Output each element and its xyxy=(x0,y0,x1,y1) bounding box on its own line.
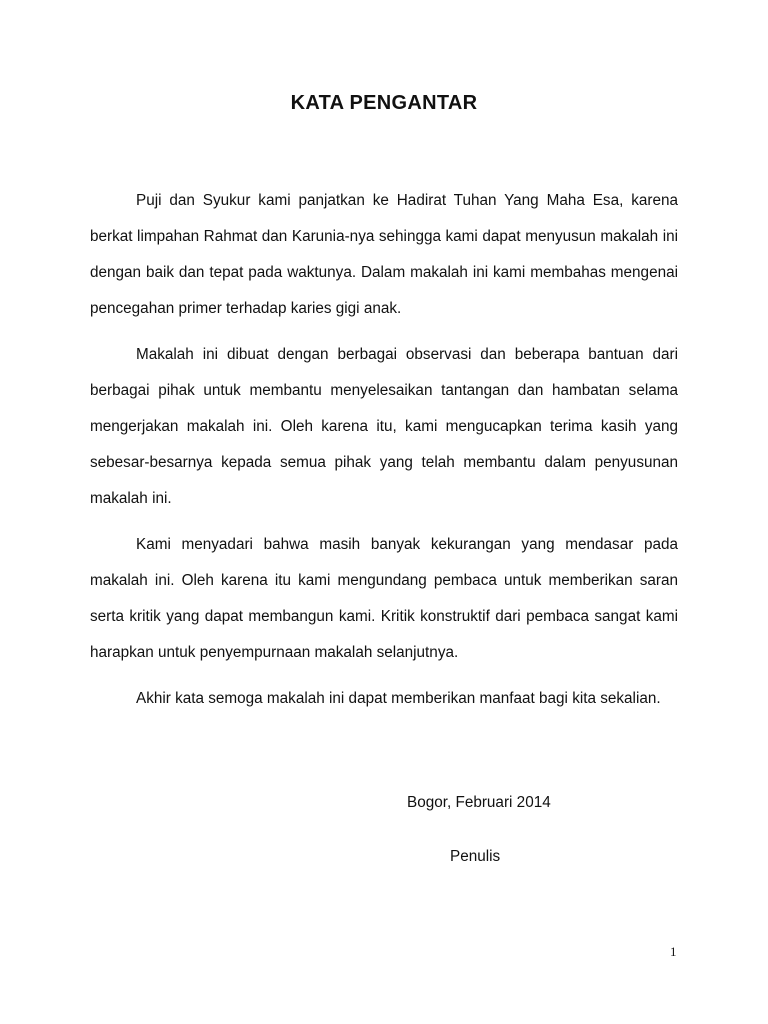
page-title: KATA PENGANTAR xyxy=(290,92,478,114)
paragraph-3: Kami menyadari bahwa masih banyak kekurangan yang mendasar pada makalah ini. Oleh karena itu kami mengundang pembaca untuk memberikan saran serta kritik yang dapat membangun kami. Kritik konstruktif dari pembaca sangat kami harapkan untuk penyempurnaan makalah selanjutnya. xyxy=(90,536,678,661)
author-signature: Penulis xyxy=(450,848,501,865)
paragraph-4: Akhir kata semoga makalah ini dapat memberikan manfaat bagi kita sekalian. xyxy=(136,690,661,707)
document-body xyxy=(90,183,678,717)
paragraph-2: Makalah ini dibuat dengan berbagai observasi dan beberapa bantuan dari berbagai pihak untuk membantu menyelesaikan tantangan dan hambatan selama mengerjakan makalah ini. Oleh karena itu, kami mengucapkan terima kasih yang sebesar-besarnya kepada semua pihak yang telah membantu dalam penyusunan makalah ini. xyxy=(90,346,678,507)
paragraph-1: Puji dan Syukur kami panjatkan ke Hadirat Tuhan Yang Maha Esa, karena berkat limpahan Rahmat dan Karunia-nya sehingga kami dapat menyusun makalah ini dengan baik dan tepat pada waktunya. Dalam makalah ini kami membahas mengenai pencegahan primer terhadap karies gigi anak. xyxy=(90,192,678,317)
place-date: Bogor, Februari 2014 xyxy=(407,794,551,811)
page-number: 1 xyxy=(670,944,677,959)
